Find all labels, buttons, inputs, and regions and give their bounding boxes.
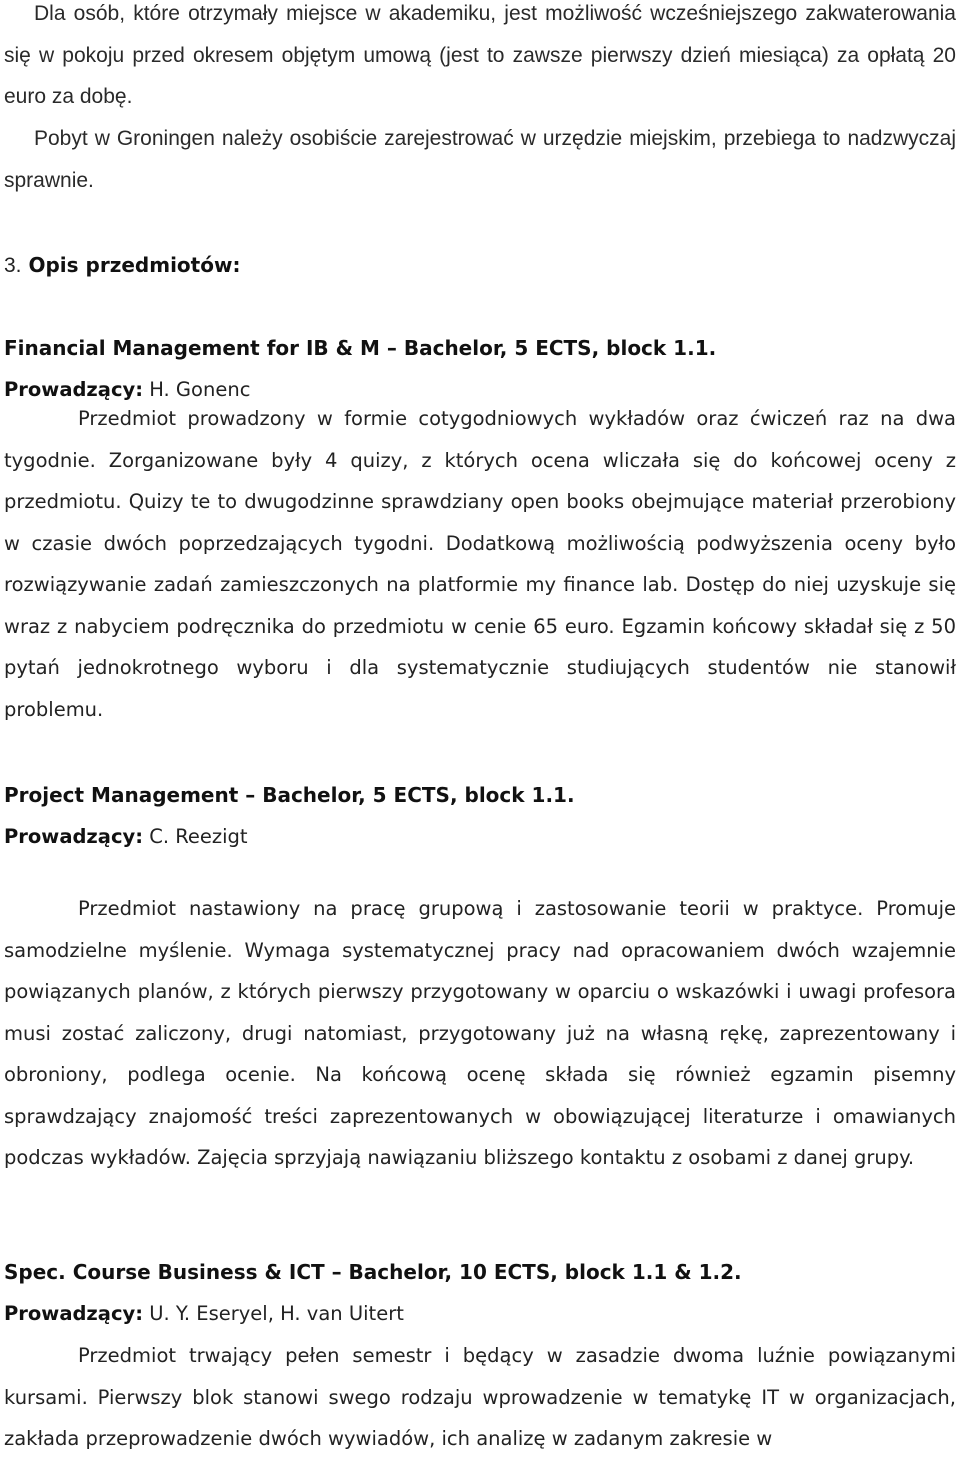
section-title: Opis przedmiotów: xyxy=(28,253,241,277)
intro-paragraph-dorm: Dla osób, które otrzymały miejsce w akademiku, jest możliwość wcześniejszego zakwaterowania się w pokoju przed okresem objętym umową (jest to zawsze pierwszy dzień miesiąca) za opłatą 20 euro za dobę. xyxy=(4,2,956,108)
course-lecturer xyxy=(4,1302,404,1325)
lecturer-label: Prowadzący: xyxy=(4,825,144,848)
course-title: Financial Management for IB & M – Bachelor, 5 ECTS, block 1.1. xyxy=(4,336,717,360)
lecturer-name: U. Y. Eseryel, H. van Uitert xyxy=(149,1302,404,1325)
course-title: Project Management – Bachelor, 5 ECTS, block 1.1. xyxy=(4,783,575,807)
lecturer-label: Prowadzący: xyxy=(4,1302,144,1325)
course-description: Przedmiot nastawiony na pracę grupową i zastosowanie teorii w praktyce. Promuje samodzielne myślenie. Wymaga systematycznej pracy nad opracowaniem dwóch wzajemnie powiązanych planów, z których pierwszy przygotowany w oparciu o wskazówki i uwagi profesora musi zostać zaliczony, drugi natomiast, przygotowany już na własną rękę, zaprezentowany i obroniony, podlega ocenie. Na końcową ocenę składa się również egzamin pisemny sprawdzający znajomość treści zaprezentowanych w obowiązującej literaturze i omawianych podczas wykładów. Zajęcia sprzyjają nawiązaniu bliższego kontaktu z osobami z danej grupy. xyxy=(4,897,956,1169)
lecturer-name: C. Reezigt xyxy=(149,825,248,848)
course-description: Przedmiot prowadzony w formie cotygodniowych wykładów oraz ćwiczeń raz na dwa tygodnie. Zorganizowane były 4 quizy, z których ocena wliczała się do końcowej oceny z przedmiotu. Quizy te to dwugodzinne sprawdziany open books obejmujące materiał przerobiony w czasie dwóch poprzedzających tygodni. Dodatkową możliwością podwyższenia oceny było rozwiązywanie zadań zamieszczonych na platformie my finance lab. Dostęp do niej uzyskuje się wraz z nabyciem podręcznika do przedmiotu w cenie 65 euro. Egzamin końcowy składał się z 50 pytań jednokrotnego wyboru i dla systematycznie studiujących studentów nie stanowił problemu. xyxy=(4,407,956,721)
course-description: Przedmiot trwający pełen semestr i będący w zasadzie dwoma luźnie powiązanymi kursami. Pierwszy blok stanowi swego rodzaju wprowadzenie w tematykę IT w organizacjach, zakłada przeprowadzenie dwóch wywiadów, ich analizę w zadanym zakresie w xyxy=(4,1344,956,1450)
section-number: 3. xyxy=(4,254,22,277)
section-heading xyxy=(4,253,240,278)
lecturer-label: Prowadzący: xyxy=(4,378,144,401)
course-lecturer xyxy=(4,825,248,848)
course-title: Spec. Course Business & ICT – Bachelor, 10 ECTS, block 1.1 & 1.2. xyxy=(4,1260,742,1284)
intro-paragraph-registration: Pobyt w Groningen należy osobiście zarejestrować w urzędzie miejskim, przebiega to nadzwyczaj sprawnie. xyxy=(4,127,956,192)
lecturer-name: H. Gonenc xyxy=(149,378,251,401)
